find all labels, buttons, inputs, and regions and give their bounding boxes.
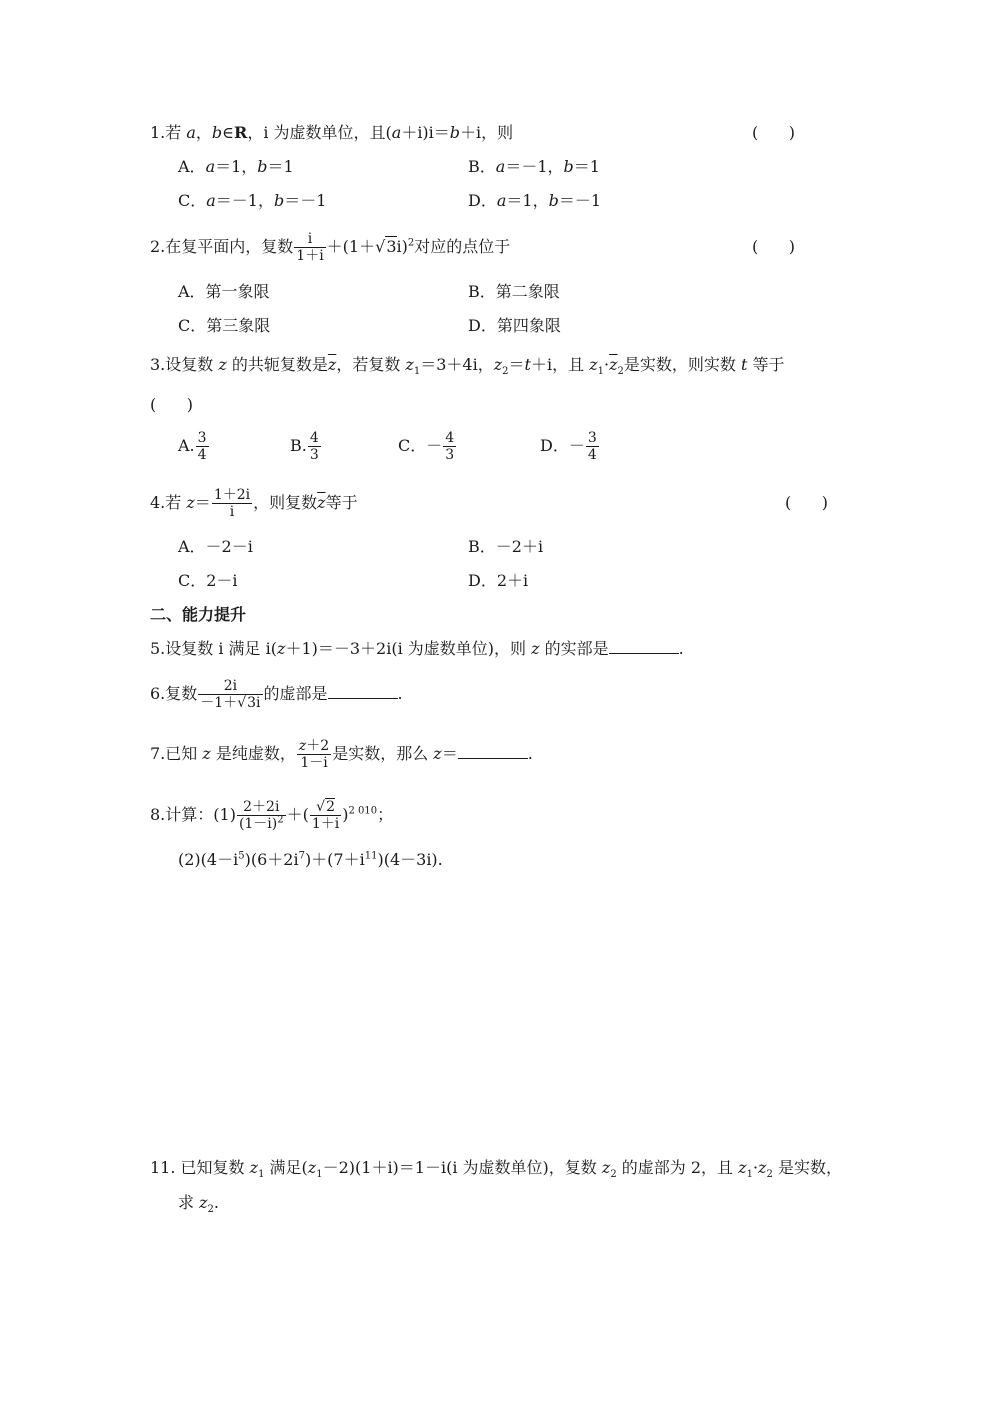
question-4-stem: 4.若 z＝ $\frac{1+2i}{i}$ ，则复数$\overline{z}$等于 [150,487,358,520]
question-2-stem: 2.在复平面内，复数 $\frac{i}{1+i}$ $+(1+√3i)^2$对应的点位于 [150,231,511,264]
question-11-stem: 11. 已知复数 $z_1$ 满足$(z_1-2)(1+i)=1-i(i$ 为虚数单位)，复数 $z_2$ 的虚部为 2，且 $z_1\cdot z_2$ 是实数， [150,1158,842,1181]
answer-bracket-1: ( ) [752,123,795,142]
fraction: $\frac{i}{1+i}$ [296,231,324,264]
question-1-stem: 1.若 a，b∈R，i 为虚数单位，且(a＋i)i＝b＋i，则 [150,123,514,142]
question-7-stem: 7.已知 z 是纯虚数， $\frac{z+2}{1-i}$ 是实数，那么 z＝ . [150,738,533,771]
answer-bracket-2: ( ) [752,237,795,256]
section-heading: 二、能力提升 [150,605,247,624]
answer-blank[interactable] [328,684,398,699]
answer-bracket-4: ( ) [785,493,828,512]
q2-option-a: A．第一象限 [178,282,270,301]
answer-blank[interactable] [609,639,679,654]
q4-option-a: A．－2－i [178,537,253,556]
q1-option-a: A．a＝1，b＝1 [178,157,294,176]
question-3-stem: 3.设复数 z 的共轭复数是$\overline{z}$，若复数 $z_1=3+4i$，$z_2=t+i$，且 $z_1\cdot\overline{z}_2$是实数，则实数 t 等于 [150,355,785,378]
question-6-stem: 6.复数 $\frac{2i}{-1+√3i}$ 的虚部是 . [150,678,403,711]
q3-option-b: B. $\frac{4}{3}$ [290,430,319,463]
q2-option-c: C．第三象限 [178,316,271,335]
q3-option-c: C．－ $\frac{4}{3}$ [398,430,455,463]
q4-option-b: B．－2＋i [468,537,544,556]
q3-option-d: D．－ $\frac{3}{4}$ [540,430,597,463]
q1-option-c: C．a＝－1，b＝－1 [178,191,327,210]
question-11-line-2: 求 $z_2$. [178,1193,219,1216]
q3-option-a: A. $\frac{3}{4}$ [178,430,207,463]
question-8-part-2: $(2)(4-i^5)(6+2i^7)+(7+i^{11})(4-3i)$. [178,850,443,869]
answer-blank[interactable] [458,744,528,759]
question-5-stem: 5.设复数 i 满足 i(z＋1)＝－3＋2i(i 为虚数单位)，则 z 的实部是 . [150,639,684,658]
q2-option-d: D．第四象限 [468,316,561,335]
q4-option-d: D．2＋i [468,571,529,590]
q2-option-b: B．第二象限 [468,282,560,301]
answer-bracket-3: ( ) [150,395,193,414]
q1-option-b: B．a＝－1，b＝1 [468,157,600,176]
q1-option-d: D．a＝1，b＝－1 [468,191,602,210]
question-8-part-1: 8.计算：(1) $\frac{2+2i}{(1-i)^2}$ ＋( $\frac{√2}{1+i}$ )$^{2 010}$； [150,799,394,832]
q4-option-c: C．2－i [178,571,238,590]
